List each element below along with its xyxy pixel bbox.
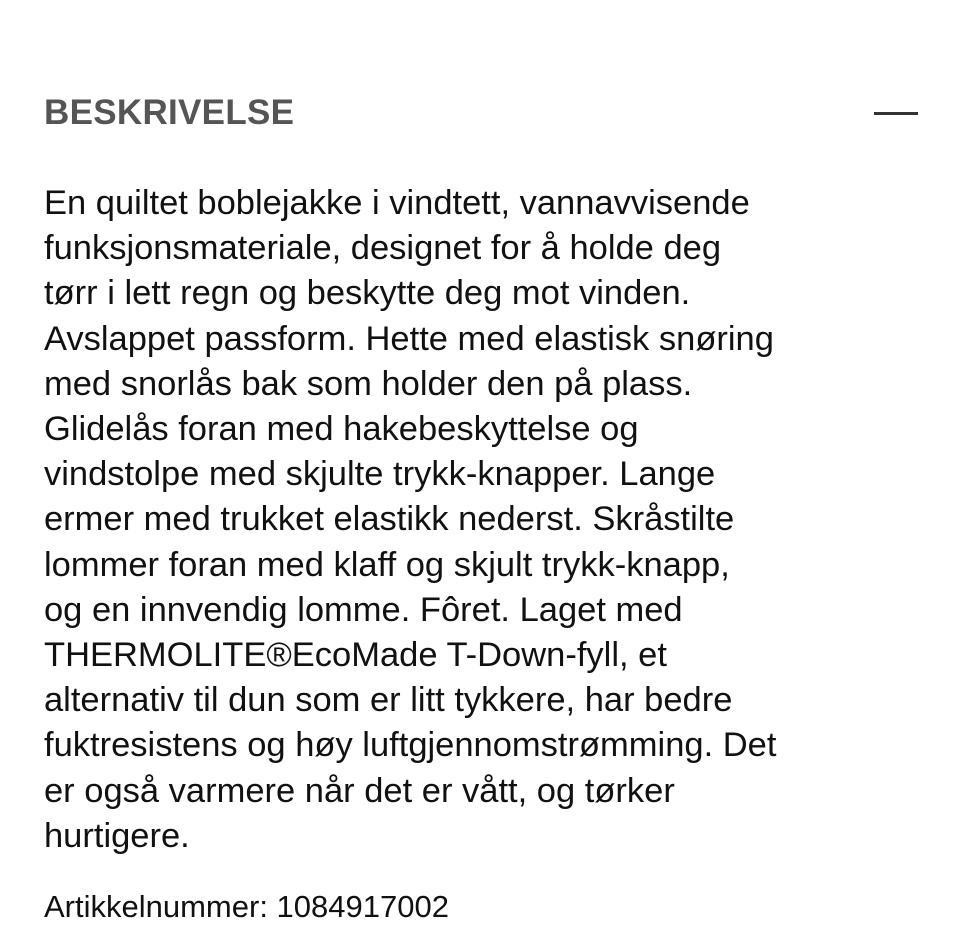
minus-icon[interactable] xyxy=(874,112,918,115)
description-line: er også varmere når det er vått, og tørker xyxy=(44,771,675,810)
description-line: THERMOLITE®EcoMade T-Down-fyll, et xyxy=(44,636,667,675)
description-line: funksjonsmateriale, designet for å holde deg xyxy=(44,229,722,268)
description-line: tørr i lett regn og beskytte deg mot vinden. xyxy=(44,274,691,313)
description-line: ermer med trukket elastikk nederst. Skråstilte xyxy=(44,500,735,539)
description-line: vindstolpe med skjulte trykk-knapper. Lange xyxy=(44,455,716,494)
description-line: En quiltet boblejakke i vindtett, vannavvisende xyxy=(44,184,750,222)
description-accordion-header[interactable] xyxy=(44,88,918,138)
article-number: Artikkelnummer: 1084917002 xyxy=(44,889,449,924)
section-title: BESKRIVELSE xyxy=(44,93,295,132)
description-line: fuktresistens og høy luftgjennomstrømming. Det xyxy=(44,726,777,765)
description-line: med snorlås bak som holder den på plass. xyxy=(44,364,693,403)
description-line: hurtigere. xyxy=(44,816,190,855)
description-line: lommer foran med klaff og skjult trykk-knapp, xyxy=(44,545,730,584)
description-line: alternativ til dun som er litt tykkere, har bedre xyxy=(44,681,733,720)
description-line: Glidelås foran med hakebeskyttelse og xyxy=(44,410,639,449)
description-line: og en innvendig lomme. Fôret. Laget med xyxy=(44,590,683,629)
product-description xyxy=(44,181,934,859)
description-line: Avslappet passform. Hette med elastisk snøring xyxy=(44,319,774,358)
